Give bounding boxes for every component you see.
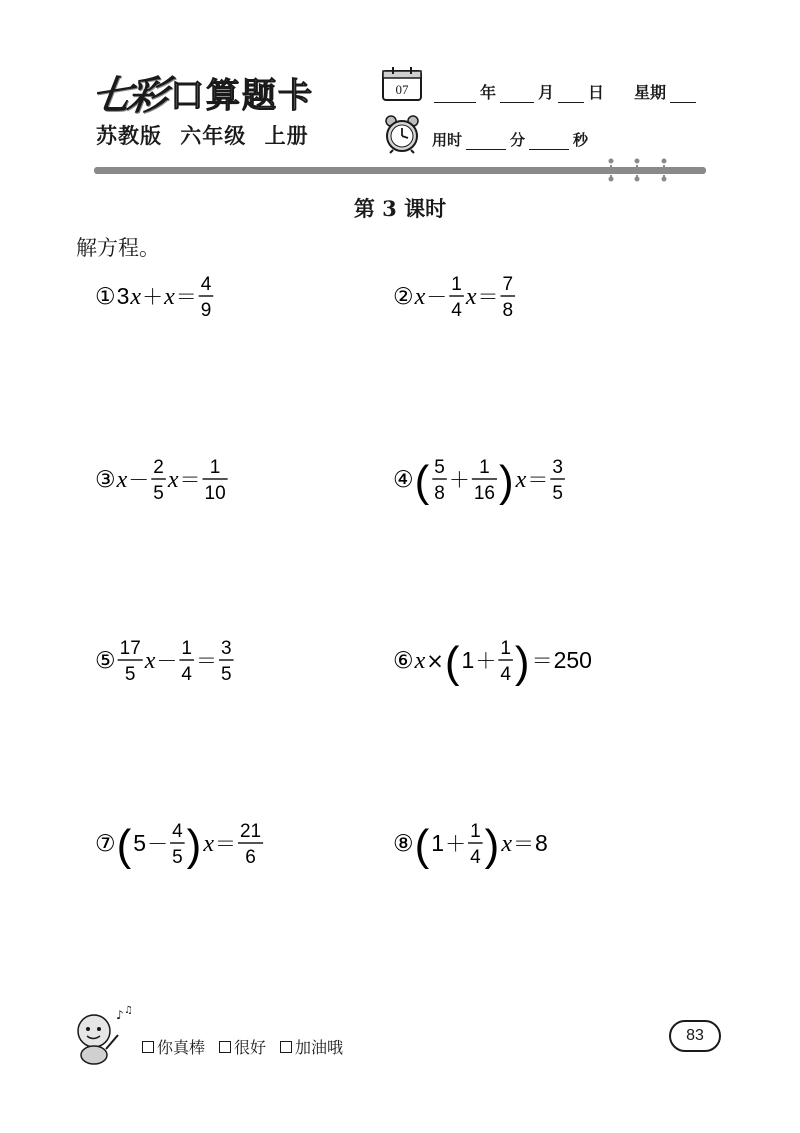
number: 1 — [461, 647, 475, 673]
equation-7 — [95, 813, 272, 877]
rating-label: 你真棒 — [157, 1038, 206, 1057]
parenthesis: ) — [514, 638, 530, 687]
equation-8 — [393, 813, 555, 877]
time-used-label: 用时 — [432, 131, 463, 149]
number: 250 — [553, 647, 592, 673]
fraction-numerator: 4 — [172, 821, 183, 842]
fraction-denominator: 5 — [552, 483, 563, 504]
fraction-denominator: 4 — [500, 664, 511, 685]
fraction-denominator: 4 — [470, 847, 481, 868]
time-minutes-label: 分 — [510, 131, 526, 149]
fraction-denominator: 5 — [172, 847, 183, 868]
operator: ＋ — [448, 468, 470, 492]
date-year-label: 年 — [480, 83, 497, 102]
fraction-numerator: 1 — [470, 821, 481, 842]
mascot-icon — [70, 1005, 132, 1069]
operator: ＝ — [512, 832, 534, 856]
parenthesis: ( — [116, 821, 132, 870]
fraction-denominator: 4 — [451, 300, 462, 321]
date-weekday-label: 星期 — [634, 83, 667, 102]
variable-x: x — [116, 467, 128, 493]
variable-x: x — [167, 467, 179, 493]
fraction-numerator: 4 — [200, 274, 212, 295]
checkbox-icon[interactable] — [142, 1041, 154, 1053]
number: 5 — [133, 830, 147, 856]
fraction-denominator: 4 — [181, 664, 192, 685]
operator: ＝ — [214, 832, 236, 856]
operator: ＝ — [531, 649, 553, 673]
operator: ＝ — [527, 468, 549, 492]
binder-ring-icon — [608, 158, 614, 182]
fraction-numerator: 1 — [209, 457, 221, 478]
clock-icon — [381, 114, 423, 154]
rating-option-great[interactable] — [142, 1035, 205, 1058]
fraction-numerator: 1 — [500, 638, 511, 659]
operator: ＝ — [179, 468, 201, 492]
equation-number: ④ — [393, 467, 414, 493]
operator: － — [128, 468, 150, 492]
operator: ＝ — [196, 649, 217, 673]
fraction-denominator: 5 — [124, 664, 136, 685]
fraction-numerator: 5 — [434, 457, 445, 478]
time-seconds-label: 秒 — [573, 131, 589, 149]
operator: ＋ — [142, 285, 164, 309]
equation-number: ③ — [95, 467, 116, 493]
svg-text:♫: ♫ — [124, 1005, 133, 1016]
rating-option-keep-going[interactable] — [280, 1035, 343, 1058]
equation-number: ⑤ — [95, 648, 116, 674]
rating-label: 很好 — [234, 1038, 267, 1057]
checkbox-icon[interactable] — [280, 1041, 292, 1053]
lesson-title: 第 3 课时 — [353, 196, 447, 221]
fraction-numerator: 17 — [119, 638, 141, 659]
equation-2 — [393, 266, 524, 330]
equation-number: ⑦ — [95, 831, 116, 857]
brand-title: 口算题卡 — [170, 75, 314, 116]
number: 3 — [116, 283, 130, 309]
rating-options — [142, 1035, 343, 1058]
operator: ＋ — [475, 649, 497, 673]
operator: ＝ — [477, 285, 499, 309]
binder-ring-icon — [634, 158, 640, 182]
parenthesis: ) — [186, 821, 202, 870]
brand-deco-text: 七彩 — [88, 71, 167, 119]
fraction-numerator: 3 — [552, 457, 563, 478]
rating-label: 加油哦 — [295, 1038, 344, 1057]
operator: － — [426, 285, 448, 309]
fraction-numerator: 2 — [153, 457, 164, 478]
binder-ring-icon — [661, 158, 667, 182]
parenthesis: ( — [444, 638, 460, 687]
parenthesis: ( — [414, 821, 430, 870]
operator: ＋ — [445, 832, 467, 856]
fraction-denominator: 6 — [245, 847, 256, 868]
fraction-numerator: 3 — [221, 638, 232, 659]
number: 1 — [431, 830, 445, 856]
fraction-numerator: 21 — [239, 821, 262, 842]
fraction-numerator: 1 — [451, 274, 462, 295]
checkbox-icon[interactable] — [219, 1041, 231, 1053]
equation-number: ① — [95, 284, 116, 310]
variable-x: x — [414, 284, 426, 310]
fraction-denominator: 16 — [473, 483, 495, 504]
operator: － — [147, 832, 169, 856]
fraction-denominator: 10 — [204, 483, 226, 504]
edition-label: 苏教版 六年级 上册 — [96, 124, 309, 148]
parenthesis: ( — [414, 457, 430, 506]
fraction-denominator: 8 — [434, 483, 445, 504]
fraction-denominator: 5 — [153, 483, 164, 504]
page-number: 83 — [669, 1020, 721, 1052]
number: 8 — [534, 830, 548, 856]
variable-x: x — [501, 831, 512, 857]
rating-option-good[interactable] — [219, 1035, 266, 1058]
date-month-label: 月 — [538, 83, 555, 102]
brand-logo — [88, 68, 314, 119]
parenthesis: ) — [484, 821, 500, 870]
equation-number: ② — [393, 284, 414, 310]
fraction-numerator: 1 — [479, 457, 490, 478]
fraction-denominator: 9 — [200, 300, 212, 321]
calendar-day-text: 07 — [395, 82, 409, 97]
equation-1 — [95, 266, 222, 330]
equation-3 — [95, 449, 236, 513]
variable-x: x — [164, 284, 175, 310]
date-day-label: 日 — [588, 83, 605, 102]
fraction-numerator: 1 — [181, 638, 192, 659]
variable-x: x — [144, 648, 156, 674]
instruction-text: 解方程。 — [76, 236, 160, 260]
parenthesis: ) — [499, 457, 514, 506]
variable-x: x — [130, 284, 142, 310]
operator: × — [426, 649, 444, 673]
operator: ＝ — [175, 285, 197, 309]
variable-x: x — [465, 284, 477, 310]
variable-x: x — [203, 831, 214, 857]
fraction-denominator: 8 — [502, 300, 514, 321]
date-line — [430, 80, 700, 103]
variable-x: x — [515, 467, 527, 493]
operator: － — [156, 649, 178, 673]
fraction-denominator: 5 — [221, 664, 232, 685]
equation-number: ⑧ — [393, 831, 414, 857]
time-used-line — [432, 129, 588, 150]
equation-4 — [393, 449, 573, 513]
equation-number: ⑥ — [393, 648, 414, 674]
equation-6 — [393, 630, 599, 694]
equation-5 — [95, 630, 242, 694]
svg-text:♪: ♪ — [116, 1008, 124, 1022]
calendar-icon — [381, 66, 423, 102]
variable-x: x — [414, 648, 426, 674]
header-divider — [94, 167, 706, 174]
fraction-numerator: 7 — [502, 274, 514, 295]
